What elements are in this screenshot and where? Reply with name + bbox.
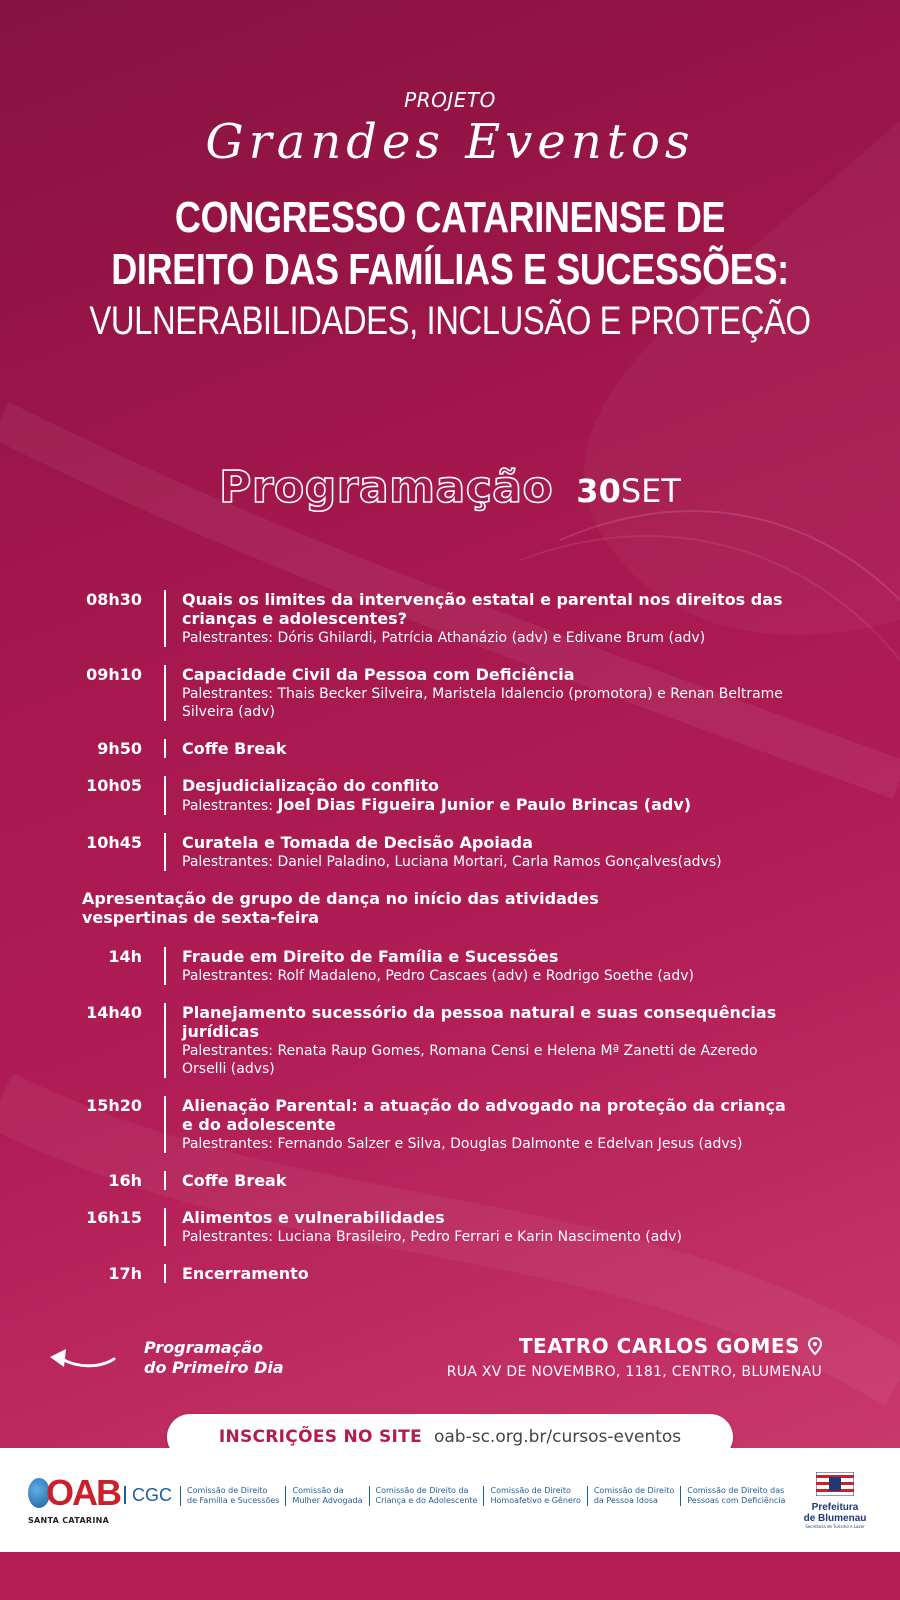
prefeitura-name: Prefeitura de Blumenau xyxy=(803,1502,867,1524)
schedule-speakers: Palestrantes: Daniel Paladino, Luciana Mortari, Carla Ramos Gonçalves(advs) xyxy=(182,854,722,870)
venue-name-text: TEATRO CARLOS GOMES xyxy=(518,1334,800,1358)
prefeitura-logo xyxy=(800,1472,870,1529)
divider xyxy=(164,1003,166,1078)
schedule-item xyxy=(0,1264,900,1283)
blumenau-flag-icon xyxy=(816,1472,854,1496)
divider xyxy=(164,590,166,647)
schedule-time: 14h40 xyxy=(86,1003,142,1022)
divider xyxy=(164,739,166,758)
schedule-item xyxy=(0,1096,900,1153)
speakers-names: Joel Dias Figueira Junior e Paulo Brincas (adv) xyxy=(277,795,692,814)
venue-name xyxy=(447,1334,822,1358)
programacao-heading xyxy=(0,462,900,518)
schedule-time: 16h15 xyxy=(86,1208,142,1227)
prev-day-line2: do Primeiro Dia xyxy=(144,1358,284,1377)
schedule-topic: Coffe Break xyxy=(182,1171,287,1190)
schedule-speakers: Palestrantes: Renata Raup Gomes, Romana Censi e Helena Mª Zanetti de Azeredo Orselli (advs) xyxy=(182,1043,758,1077)
prev-day-label xyxy=(144,1338,284,1378)
schedule-speakers: Palestrantes: Fernando Salzer e Silva, Douglas Dalmonte e Edelvan Jesus (advs) xyxy=(182,1136,743,1152)
schedule-item xyxy=(0,947,900,985)
schedule-item xyxy=(0,833,900,871)
schedule-item xyxy=(0,1171,900,1190)
schedule-topic: Encerramento xyxy=(182,1264,309,1283)
projeto-label: PROJETO xyxy=(404,88,496,112)
schedule-topic: Quais os limites da intervenção estatal e parental nos direitos das crianças e adolescentes? xyxy=(182,590,783,628)
prev-day-link[interactable] xyxy=(48,1338,284,1378)
schedule-speakers: Palestrantes: Rolf Madaleno, Pedro Cascaes (adv) e Rodrigo Soethe (adv) xyxy=(182,968,694,984)
prev-day-line1: Programação xyxy=(144,1338,263,1357)
event-subtitle: VULNERABILIDADES, INCLUSÃO E PROTEÇÃO xyxy=(89,299,811,343)
dance-note: Apresentação de grupo de dança no início das atividades vespertinas de sexta-feira xyxy=(82,889,599,927)
divider xyxy=(164,1096,166,1153)
schedule-item xyxy=(0,665,900,721)
schedule-time: 14h xyxy=(108,947,142,966)
commission-item: Comissão de Direito das Pessoas com Deficiência xyxy=(680,1486,791,1506)
divider xyxy=(164,665,166,721)
schedule-topic: Alimentos e vulnerabilidades xyxy=(182,1208,445,1227)
schedule-time: 15h20 xyxy=(86,1096,142,1115)
schedule-time: 09h10 xyxy=(86,665,142,684)
venue-info xyxy=(447,1334,822,1380)
schedule-speakers: Palestrantes: Thais Becker Silveira, Maristela Idalencio (promotora) e Renan Beltrame Silveira (adv) xyxy=(182,686,783,720)
event-month: SET xyxy=(620,472,681,510)
schedule-topic: Desjudicialização do conflito xyxy=(182,776,440,795)
oab-logo xyxy=(28,1472,120,1526)
commission-item: Comissão da Mulher Advogada xyxy=(285,1486,368,1506)
schedule-time: 9h50 xyxy=(97,739,142,758)
arrow-left-icon xyxy=(48,1343,118,1373)
commission-item: Comissão de Direito da Criança e do Adolescente xyxy=(369,1486,484,1506)
schedule-time: 08h30 xyxy=(86,590,142,609)
schedule xyxy=(0,590,900,1301)
location-pin-icon xyxy=(808,1337,822,1355)
divider xyxy=(164,833,166,871)
commission-item: Comissão de Direito da Pessoa Idosa xyxy=(587,1486,680,1506)
bottom-strip xyxy=(0,1552,900,1600)
divider xyxy=(164,1171,166,1190)
prefeitura-subtitle: Secretaria de Turismo e Lazer xyxy=(805,1524,865,1529)
event-title-line2: DIREITO DAS FAMÍLIAS E SUCESSÕES: xyxy=(111,245,789,294)
schedule-topic: Alienação Parental: a atuação do advogado na proteção da criança e do adolescente xyxy=(182,1096,786,1134)
commission-list xyxy=(180,1486,791,1506)
event-day: 30 xyxy=(576,472,621,510)
venue-address: RUA XV DE NOVEMBRO, 1181, CENTRO, BLUMENAU xyxy=(446,1364,822,1380)
schedule-time: 10h05 xyxy=(86,776,142,795)
schedule-time: 16h xyxy=(108,1171,142,1190)
cgc-logo: CGC xyxy=(124,1486,172,1504)
oab-letters: OAB xyxy=(46,1472,120,1513)
schedule-speakers: Palestrantes: Luciana Brasileiro, Pedro Ferrari e Karin Nascimento (adv) xyxy=(182,1229,682,1245)
event-date xyxy=(576,472,681,510)
header xyxy=(0,88,900,346)
schedule-topic: Planejamento sucessório da pessoa natural e suas consequências jurídicas xyxy=(182,1003,777,1041)
oab-subtitle: SANTA CATARINA xyxy=(28,1516,110,1525)
schedule-item xyxy=(0,776,900,815)
footer xyxy=(0,1448,900,1552)
schedule-item xyxy=(0,590,900,647)
programacao-label: Programação xyxy=(219,462,554,513)
registration-url[interactable]: oab-sc.org.br/cursos-eventos xyxy=(433,1427,682,1447)
commission-item: Comissão de Direito de Família e Sucessões xyxy=(180,1486,285,1506)
schedule-item xyxy=(0,739,900,758)
registration-label: INSCRIÇÕES NO SITE xyxy=(218,1427,422,1447)
commission-item: Comissão de Direito Homoafetivo e Gênero xyxy=(483,1486,586,1506)
divider xyxy=(164,947,166,985)
schedule-item xyxy=(0,1208,900,1246)
schedule-speakers: Palestrantes: Dóris Ghilardi, Patrícia Athanázio (adv) e Edivane Brum (adv) xyxy=(182,630,706,646)
schedule-topic: Fraude em Direito de Família e Sucessões xyxy=(182,947,559,966)
schedule-time: 17h xyxy=(108,1264,142,1283)
schedule-speakers xyxy=(182,796,802,815)
schedule-time: 10h45 xyxy=(86,833,142,852)
schedule-topic: Capacidade Civil da Pessoa com Deficiência xyxy=(182,665,575,684)
divider xyxy=(164,1208,166,1246)
schedule-item xyxy=(0,1003,900,1078)
schedule-topic: Curatela e Tomada de Decisão Apoiada xyxy=(182,833,533,852)
divider xyxy=(164,1264,166,1283)
divider xyxy=(164,776,166,815)
speakers-prefix: Palestrantes: xyxy=(182,798,278,814)
schedule-topic: Coffe Break xyxy=(182,739,287,758)
grandes-eventos-title: Grandes Eventos xyxy=(205,114,695,170)
event-title-line1: CONGRESSO CATARINENSE DE xyxy=(174,193,726,242)
